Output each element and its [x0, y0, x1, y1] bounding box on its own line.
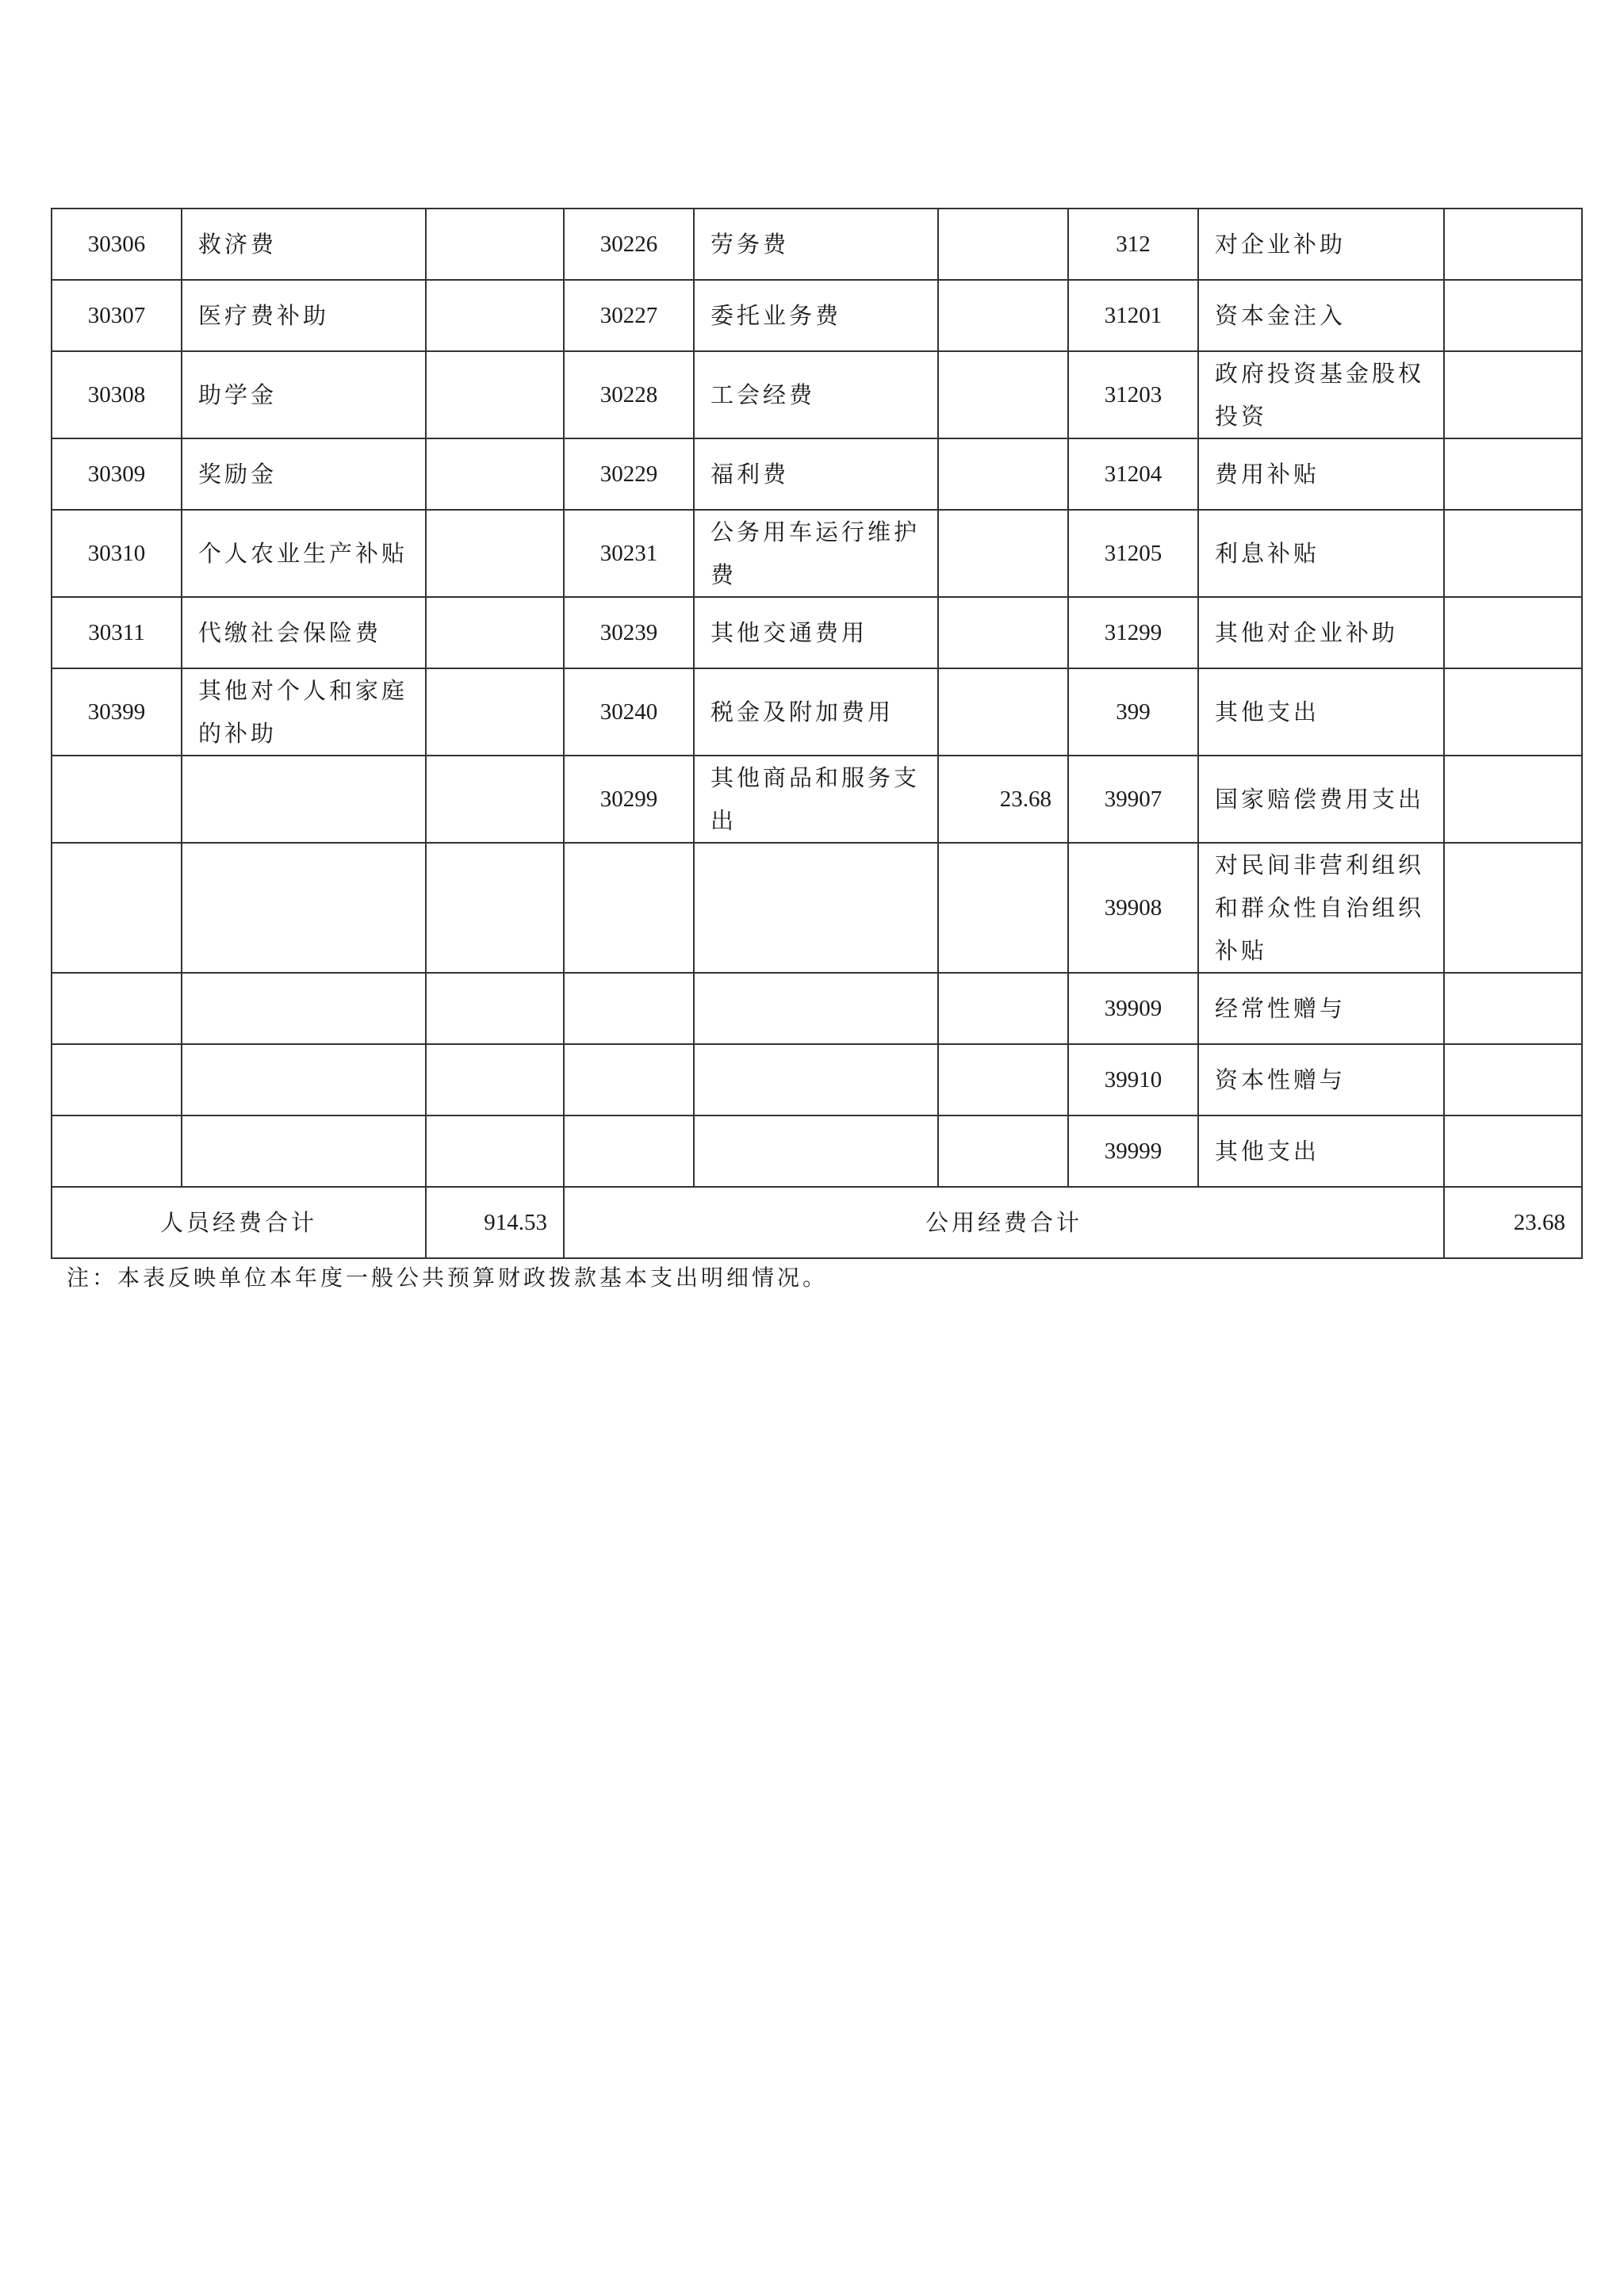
amount-cell	[938, 843, 1068, 973]
econ-name-cell: 资本性赠与	[1198, 1044, 1444, 1115]
amount-cell	[1444, 597, 1582, 668]
econ-code-cell: 30227	[564, 280, 694, 351]
econ-name-cell: 医疗费补助	[182, 280, 426, 351]
econ-name-cell: 对民间非营利组织和群众性自治组织补贴	[1198, 843, 1444, 973]
econ-name-cell	[694, 1115, 938, 1187]
table-row	[52, 1044, 1582, 1115]
econ-code-cell: 30229	[564, 438, 694, 510]
amount-cell	[426, 209, 564, 280]
budget-detail-table	[51, 208, 1583, 1259]
econ-name-cell: 其他支出	[1198, 1115, 1444, 1187]
amount-cell	[426, 668, 564, 756]
amount-cell	[426, 1115, 564, 1187]
econ-name-cell: 委托业务费	[694, 280, 938, 351]
econ-code-cell: 31299	[1068, 597, 1198, 668]
econ-code-cell	[564, 843, 694, 973]
econ-code-cell	[564, 1044, 694, 1115]
econ-code-cell: 30299	[564, 756, 694, 843]
amount-cell	[938, 351, 1068, 438]
econ-code-cell: 30240	[564, 668, 694, 756]
econ-name-cell: 资本金注入	[1198, 280, 1444, 351]
personnel-total-value: 914.53	[426, 1187, 564, 1258]
econ-name-cell: 其他对个人和家庭的补助	[182, 668, 426, 756]
econ-name-cell: 奖励金	[182, 438, 426, 510]
econ-code-cell: 30231	[564, 510, 694, 597]
econ-code-cell: 30228	[564, 351, 694, 438]
amount-cell	[1444, 668, 1582, 756]
amount-cell	[938, 510, 1068, 597]
econ-name-cell: 其他交通费用	[694, 597, 938, 668]
table-row	[52, 1115, 1582, 1187]
econ-code-cell	[52, 1044, 182, 1115]
econ-name-cell: 其他对企业补助	[1198, 597, 1444, 668]
amount-cell	[938, 438, 1068, 510]
table-footnote: 注：本表反映单位本年度一般公共预算财政拨款基本支出明细情况。	[67, 1265, 829, 1291]
amount-cell	[1444, 510, 1582, 597]
table-row	[52, 597, 1582, 668]
econ-name-cell: 其他支出	[1198, 668, 1444, 756]
totals-row	[52, 1187, 1582, 1258]
econ-name-cell: 对企业补助	[1198, 209, 1444, 280]
amount-cell	[426, 1044, 564, 1115]
econ-code-cell: 30306	[52, 209, 182, 280]
econ-name-cell: 税金及附加费用	[694, 668, 938, 756]
econ-code-cell	[52, 756, 182, 843]
econ-name-cell: 劳务费	[694, 209, 938, 280]
budget-table-container	[51, 208, 1581, 1259]
econ-name-cell: 国家赔偿费用支出	[1198, 756, 1444, 843]
econ-code-cell: 312	[1068, 209, 1198, 280]
amount-cell	[426, 973, 564, 1044]
econ-code-cell: 39910	[1068, 1044, 1198, 1115]
econ-code-cell: 30239	[564, 597, 694, 668]
personnel-total-label: 人员经费合计	[52, 1187, 426, 1258]
econ-code-cell	[52, 843, 182, 973]
amount-cell	[1444, 438, 1582, 510]
table-row	[52, 668, 1582, 756]
amount-cell	[426, 597, 564, 668]
econ-code-cell: 30311	[52, 597, 182, 668]
amount-cell	[426, 351, 564, 438]
econ-code-cell	[52, 973, 182, 1044]
amount-cell	[1444, 973, 1582, 1044]
econ-code-cell: 30308	[52, 351, 182, 438]
econ-name-cell: 费用补贴	[1198, 438, 1444, 510]
amount-cell	[1444, 209, 1582, 280]
econ-name-cell	[182, 1115, 426, 1187]
amount-cell	[938, 973, 1068, 1044]
amount-cell	[938, 597, 1068, 668]
econ-code-cell: 30307	[52, 280, 182, 351]
amount-cell	[938, 1115, 1068, 1187]
amount-cell	[426, 843, 564, 973]
econ-name-cell: 政府投资基金股权投资	[1198, 351, 1444, 438]
public-total-label: 公用经费合计	[564, 1187, 1444, 1258]
amount-cell	[938, 1044, 1068, 1115]
econ-name-cell: 利息补贴	[1198, 510, 1444, 597]
table-row	[52, 351, 1582, 438]
econ-name-cell: 代缴社会保险费	[182, 597, 426, 668]
table-row	[52, 843, 1582, 973]
econ-name-cell: 工会经费	[694, 351, 938, 438]
amount-cell	[938, 280, 1068, 351]
public-total-value: 23.68	[1444, 1187, 1582, 1258]
amount-cell	[1444, 756, 1582, 843]
amount-cell	[1444, 351, 1582, 438]
table-row	[52, 209, 1582, 280]
econ-name-cell: 助学金	[182, 351, 426, 438]
amount-cell	[1444, 843, 1582, 973]
amount-cell	[938, 668, 1068, 756]
econ-name-cell: 经常性赠与	[1198, 973, 1444, 1044]
amount-cell	[1444, 1044, 1582, 1115]
amount-cell	[938, 209, 1068, 280]
amount-cell	[426, 756, 564, 843]
econ-code-cell: 39907	[1068, 756, 1198, 843]
econ-code-cell: 30226	[564, 209, 694, 280]
table-row	[52, 973, 1582, 1044]
econ-name-cell	[182, 843, 426, 973]
econ-name-cell	[694, 843, 938, 973]
econ-code-cell	[564, 1115, 694, 1187]
econ-name-cell: 公务用车运行维护费	[694, 510, 938, 597]
amount-cell	[426, 510, 564, 597]
econ-name-cell	[694, 1044, 938, 1115]
amount-cell	[1444, 280, 1582, 351]
econ-name-cell	[182, 973, 426, 1044]
econ-code-cell	[564, 973, 694, 1044]
econ-code-cell: 30399	[52, 668, 182, 756]
econ-name-cell	[694, 973, 938, 1044]
econ-code-cell: 30309	[52, 438, 182, 510]
econ-code-cell: 39999	[1068, 1115, 1198, 1187]
table-row	[52, 438, 1582, 510]
econ-code-cell: 31203	[1068, 351, 1198, 438]
econ-name-cell	[182, 1044, 426, 1115]
econ-code-cell: 39908	[1068, 843, 1198, 973]
amount-cell	[426, 438, 564, 510]
amount-cell: 23.68	[938, 756, 1068, 843]
econ-code-cell: 30310	[52, 510, 182, 597]
econ-name-cell: 福利费	[694, 438, 938, 510]
econ-name-cell	[182, 756, 426, 843]
econ-code-cell: 31205	[1068, 510, 1198, 597]
econ-code-cell: 39909	[1068, 973, 1198, 1044]
econ-code-cell: 31201	[1068, 280, 1198, 351]
table-row	[52, 756, 1582, 843]
econ-name-cell: 个人农业生产补贴	[182, 510, 426, 597]
table-row	[52, 510, 1582, 597]
econ-code-cell: 399	[1068, 668, 1198, 756]
econ-name-cell: 其他商品和服务支出	[694, 756, 938, 843]
econ-code-cell	[52, 1115, 182, 1187]
econ-code-cell: 31204	[1068, 438, 1198, 510]
amount-cell	[426, 280, 564, 351]
amount-cell	[1444, 1115, 1582, 1187]
econ-name-cell: 救济费	[182, 209, 426, 280]
table-row	[52, 280, 1582, 351]
